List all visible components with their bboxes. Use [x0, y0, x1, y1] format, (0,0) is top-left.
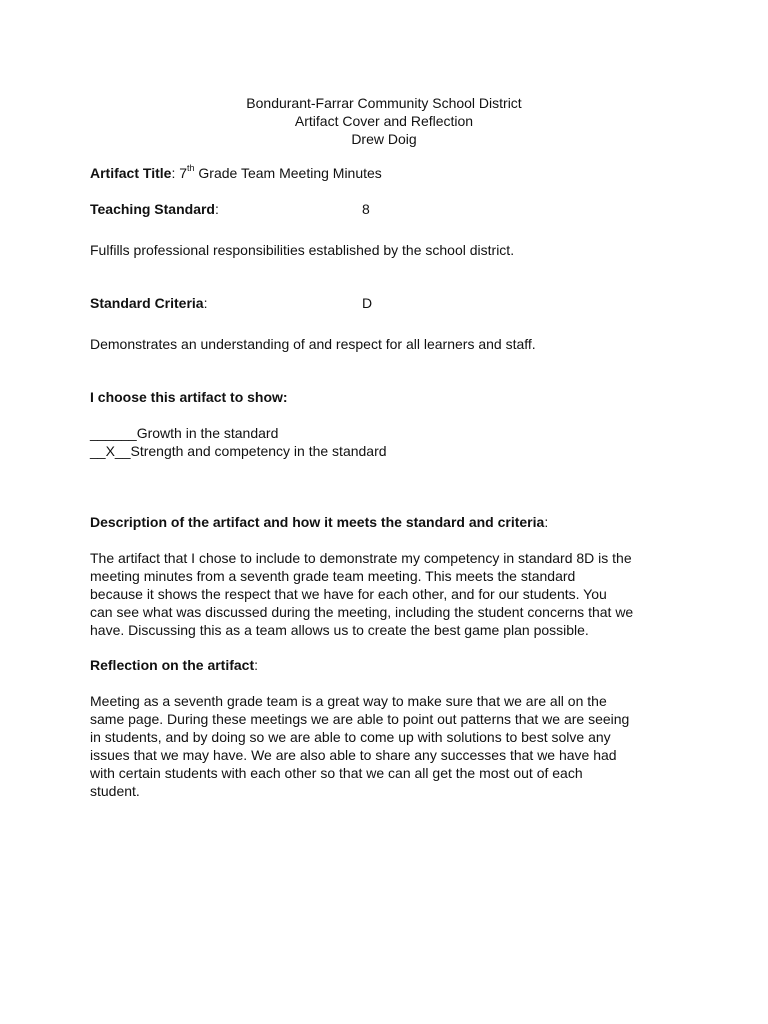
- description-line: can see what was discussed during the meeting, including the student concerns that we: [90, 604, 634, 620]
- choice-heading: I choose this artifact to show:: [90, 389, 288, 405]
- teaching-standard-value: 8: [362, 201, 370, 217]
- description-line: have. Discussing this as a team allows us to create the best game plan possible.: [90, 622, 589, 638]
- standard-criteria-label: Standard Criteria: [90, 295, 204, 311]
- choice-option-strength: [90, 442, 690, 460]
- reflection-line: student.: [90, 783, 140, 799]
- description-line: meeting minutes from a seventh grade team meeting. This meets the standard: [90, 568, 576, 584]
- reflection-line: issues that we may have. We are also able to share any successes that we have had: [90, 747, 617, 763]
- artifact-title-rest: Grade Team Meeting Minutes: [194, 165, 382, 181]
- choice-mark-strength: __X__: [90, 443, 131, 459]
- choice-text-growth: Growth in the standard: [136, 425, 279, 441]
- teaching-standard-colon: :: [214, 201, 219, 217]
- document-type: Artifact Cover and Reflection: [294, 113, 474, 129]
- author-name: Drew Doig: [351, 131, 417, 147]
- artifact-title-label: Artifact Title: [90, 165, 172, 181]
- document-header: [0, 94, 768, 148]
- description-heading: Description of the artifact and how it meets the standard and criteria: [90, 514, 545, 530]
- artifact-title-prefix: 7: [179, 165, 188, 181]
- artifact-title-line: [90, 164, 690, 182]
- description-line: because it shows the respect that we have for each other, and for our students. You: [90, 586, 607, 602]
- district-name: Bondurant-Farrar Community School District: [246, 95, 522, 111]
- standard-criteria-line: [90, 294, 690, 312]
- artifact-title-superscript: th: [187, 163, 195, 174]
- standard-criteria-description: Demonstrates an understanding of and respect for all learners and staff.: [90, 336, 536, 352]
- reflection-paragraph: [90, 692, 680, 800]
- description-heading-line: [90, 513, 690, 531]
- choice-mark-growth: ______: [90, 425, 137, 441]
- reflection-heading-colon: :: [254, 657, 259, 673]
- reflection-heading: Reflection on the artifact: [90, 657, 255, 673]
- teaching-standard-line: [90, 200, 690, 218]
- choice-option-growth: [90, 424, 690, 442]
- teaching-standard-label: Teaching Standard: [90, 201, 215, 217]
- artifact-title-colon: :: [171, 165, 180, 181]
- description-heading-colon: :: [544, 514, 549, 530]
- reflection-line: with certain students with each other so that we can all get the most out of each: [90, 765, 583, 781]
- standard-criteria-value: D: [362, 295, 373, 311]
- reflection-heading-line: [90, 656, 690, 674]
- reflection-line: Meeting as a seventh grade team is a great way to make sure that we are all on the: [90, 693, 607, 709]
- reflection-line: same page. During these meetings we are able to point out patterns that we are seeing: [90, 711, 630, 727]
- reflection-line: in students, and by doing so we are able to come up with solutions to best solve any: [90, 729, 611, 745]
- teaching-standard-description: Fulfills professional responsibilities established by the school district.: [90, 242, 515, 258]
- description-line: The artifact that I chose to include to demonstrate my competency in standard 8D is the: [90, 550, 632, 566]
- choice-text-strength: Strength and competency in the standard: [130, 443, 387, 459]
- standard-criteria-colon: :: [203, 295, 208, 311]
- description-paragraph: [90, 549, 680, 639]
